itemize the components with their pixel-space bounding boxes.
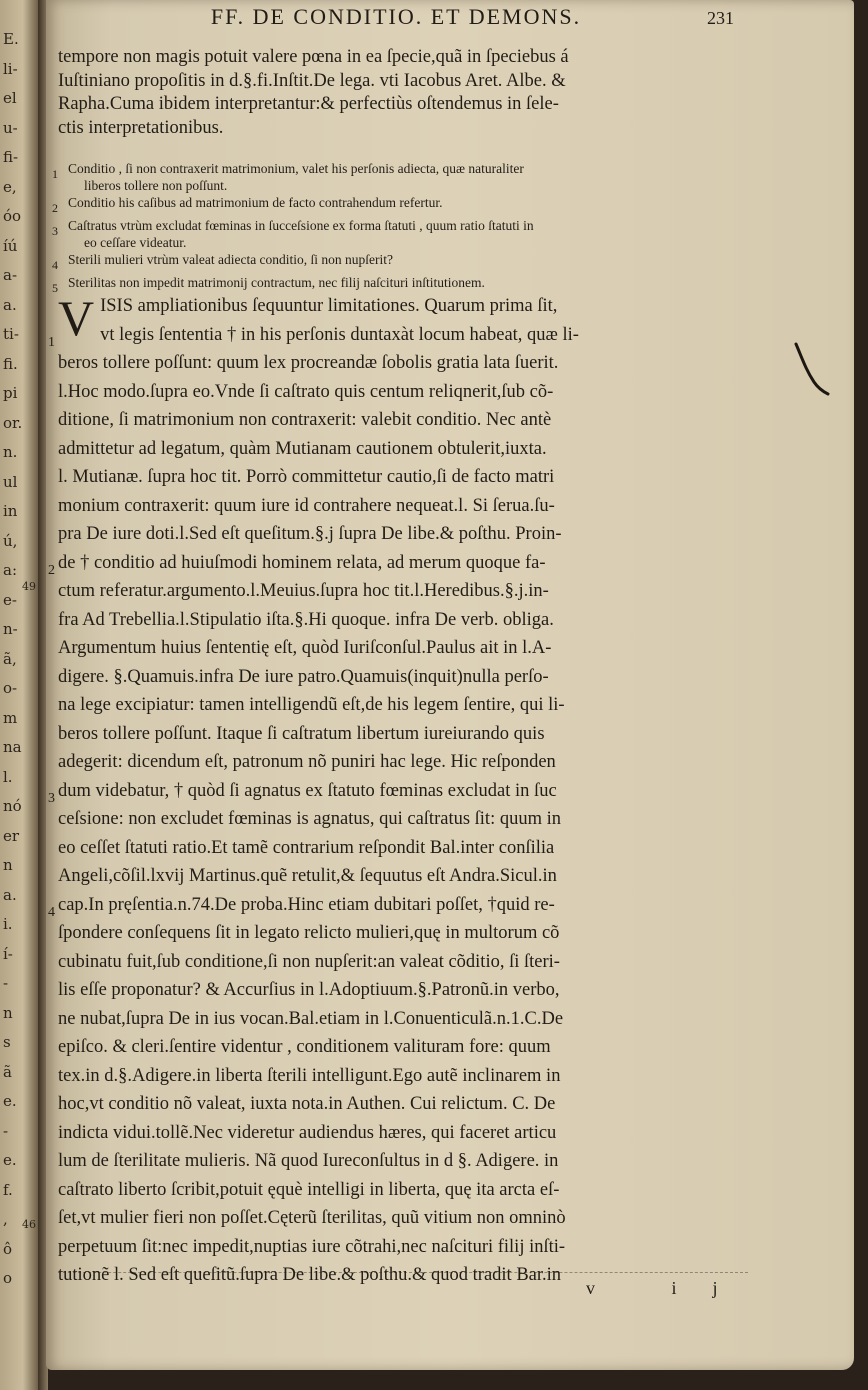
facing-page-fragment: e- bbox=[3, 590, 17, 609]
facing-page-fragment: ú, bbox=[3, 531, 18, 550]
facing-page-fragment: a: bbox=[3, 561, 17, 579]
text-line: digere. §.Quamuis.infra De iure patro.Quamuis(inquit)nulla perſo- bbox=[58, 666, 549, 687]
facing-page-fragment: pi bbox=[3, 384, 18, 402]
facing-page-fragment: er bbox=[3, 826, 20, 845]
summary-number: 4 bbox=[52, 258, 58, 272]
text-line: ctis interpretationibus. bbox=[58, 117, 224, 138]
facing-page-fragment: , bbox=[3, 1210, 8, 1228]
facing-page-fragment: n bbox=[3, 856, 13, 874]
facing-page-fragment: íú bbox=[3, 236, 18, 255]
footer-rule bbox=[58, 1272, 748, 1274]
text-line: admittetur ad legatum, quàm Mutianam cautionem obtulerit,iuxta. bbox=[58, 438, 547, 459]
facing-page-fragment: in bbox=[3, 502, 18, 520]
text-line: monium contraxerit: quum iure id contrahere nequeat.l. Si ſerua.ſu- bbox=[58, 495, 555, 516]
text-line: beros tollere poſſunt. Itaque ſi caſtratum libertum iureiurando quis bbox=[58, 723, 545, 744]
summary-number: 5 bbox=[52, 281, 58, 295]
facing-page-fragment: E. bbox=[3, 30, 19, 48]
text-line: ſet,vt mulier fieri non poſſet.Cęterũ ſterilitas, quũ vitium non omninò bbox=[58, 1208, 566, 1228]
text-line: cap.In pręſentia.n.74.De proba.Hinc etiam dubitari poſſet, †quid re- bbox=[58, 894, 555, 915]
facing-page-fragment: n bbox=[3, 1003, 13, 1022]
summary-list bbox=[52, 160, 752, 297]
text-line: l.Hoc modo.ſupra eo.Vnde ſi caſtrato quis centum reliqnerit,ſub cõ- bbox=[58, 381, 554, 402]
facing-page-fragment: a. bbox=[3, 885, 17, 904]
text-line: beros tollere poſſunt: quum lex procreandæ ſobolis gratia lata ſuerit. bbox=[58, 353, 559, 373]
summary-text: eo ceſſare videatur. bbox=[84, 235, 187, 250]
facing-page-fragment: - bbox=[3, 1121, 9, 1140]
text-line: tempore non magis potuit valere pœna in ea ſpecie,quã in ſpeciebus á bbox=[58, 47, 569, 67]
facing-page-fragment: óo bbox=[3, 207, 22, 225]
facing-page-fragment: fi- bbox=[3, 148, 19, 166]
text-line: adegerit: dicendum eſt, patronum nõ puniri hac lege. Hic reſponden bbox=[58, 752, 556, 772]
facing-page-fragment: ul bbox=[3, 472, 18, 491]
facing-page-fragment: na bbox=[3, 738, 22, 756]
book-page bbox=[46, 0, 854, 1370]
text-line: indicta vidui.tollẽ.Nec videretur audiendus hæres, qui faceret articu bbox=[58, 1122, 557, 1143]
signature-mark: v ij bbox=[586, 1278, 754, 1298]
facing-page-number: 49 bbox=[22, 580, 36, 593]
margin-note-number: 3 bbox=[48, 790, 55, 806]
text-line: l. Mutianæ. ſupra hoc tit. Porrò committetur cautio,ſi de facto matri bbox=[58, 467, 555, 487]
text-line: ditione, ſi matrimonium non contraxerit: valebit conditio. Nec antè bbox=[58, 410, 552, 430]
facing-page-fragment: ô bbox=[3, 1239, 13, 1258]
text-line: lum de ſterilitate mulieris. Nã quod Iureconſultus in d §. Adigere. in bbox=[58, 1151, 559, 1171]
facing-page-fragment: a. bbox=[3, 295, 17, 314]
text-line: lis eſſe proponatur? & Accurſius in l.Adoptiuum.§.Patronũ.in verbo, bbox=[58, 980, 560, 1000]
text-line: perpetuum ſit:nec impedit,nuptias iure cõtrahi,nec naſcituri filij inſti- bbox=[58, 1236, 566, 1257]
text-line: vt legis ſententia † in his perſonis duntaxàt locum habeat, quæ li- bbox=[100, 324, 579, 345]
facing-page-fragment: fi. bbox=[3, 354, 18, 373]
facing-page-fragment: o- bbox=[3, 679, 18, 697]
text-line: Rapha.Cuma ibidem interpretantur:& perfectiùs oſtendemus in ſele- bbox=[58, 94, 559, 114]
text-line: ISIS ampliationibus ſequuntur limitationes. Quarum prima ſit, bbox=[100, 296, 558, 316]
summary-item bbox=[52, 194, 752, 217]
summary-item bbox=[52, 217, 752, 251]
text-line: de † conditio ad huiuſmodi hominem relata, ad merum quoque fa- bbox=[58, 552, 546, 573]
text-line: pra De iure doti.l.Sed eſt queſitum.§.j ſupra De libe.& poſthu. Proin- bbox=[58, 524, 562, 544]
facing-page-fragment: u- bbox=[3, 118, 18, 137]
text-line: Argumentum huius ſententię eſt, quòd Iuriſconſul.Paulus ait in l.A- bbox=[58, 638, 552, 658]
summary-number: 3 bbox=[52, 224, 58, 238]
summary-number: 1 bbox=[52, 167, 58, 181]
running-head: FF. DE CONDITIO. ET DEMONS. bbox=[210, 4, 582, 29]
facing-page-fragment: e, bbox=[3, 177, 17, 196]
summary-text: Sterilitas non impedit matrimonij contractum, nec filij naſcituri inſtitutionem. bbox=[68, 275, 485, 290]
facing-page-fragment: ti- bbox=[3, 325, 19, 343]
facing-page-fragment: a- bbox=[3, 266, 18, 284]
facing-page-fragment: ã, bbox=[3, 649, 17, 668]
text-line: dum videbatur, † quòd ſi agnatus ex ſtatuto fœminas excludat in ſuc bbox=[58, 780, 557, 801]
summary-text: Sterili mulieri vtrùm valeat adiecta conditio, ſi non nupſerit? bbox=[68, 252, 394, 267]
text-line: ctum referatur.argumento.l.Meuius.ſupra hoc tit.l.Heredibus.§.j.in- bbox=[58, 581, 549, 601]
ink-stroke-mark bbox=[792, 340, 832, 400]
facing-page-fragment: l. bbox=[3, 767, 13, 786]
facing-page-edge bbox=[0, 0, 38, 1390]
facing-page-fragment: el bbox=[3, 89, 17, 107]
text-line: ne nubat,ſupra De in ius vocan.Bal.etiam in l.Conuenticulã.n.1.C.De bbox=[58, 1008, 564, 1029]
facing-page-fragment: í- bbox=[3, 944, 13, 963]
facing-page-fragment: s bbox=[3, 1033, 11, 1051]
facing-page-fragment: i. bbox=[3, 915, 13, 933]
text-line: ſpondere conſequens ſit in legato relicto mulieri,quę in multorum cõ bbox=[58, 923, 560, 943]
facing-page-fragment: n. bbox=[3, 443, 18, 461]
facing-page-fragment: ã bbox=[3, 1062, 12, 1081]
text-line: hoc,vt conditio nõ valeat, iuxta nota.in Authen. Cui relictum. C. De bbox=[58, 1094, 556, 1114]
summary-text: Conditio his caſibus ad matrimonium de facto contrahendum refertur. bbox=[68, 195, 443, 210]
summary-item bbox=[52, 160, 752, 194]
facing-page-fragment: e. bbox=[3, 1092, 17, 1110]
summary-text: Caſtratus vtrùm excludat fœminas in ſucceſsione ex forma ſtatuti , quum ratio ſtatuti in bbox=[68, 218, 534, 233]
summary-item bbox=[52, 251, 752, 274]
text-line: tutionẽ l. Sed eſt queſitũ.ſupra De libe.& poſthu.& quod tradit Bar.in bbox=[58, 1265, 562, 1285]
text-line: epiſco. & cleri.ſentire videntur , conditionem valituram fore: quum bbox=[58, 1037, 551, 1057]
drop-cap: V bbox=[58, 290, 95, 346]
margin-note-number: 4 bbox=[48, 904, 55, 920]
text-line: eo ceſſet ſtatuti ratio.Et tamẽ contrarium reſpondit Bal.inter conſilia bbox=[58, 837, 555, 858]
facing-page-fragment: e. bbox=[3, 1151, 17, 1169]
text-line: Iuſtiniano propoſitis in d.§.fi.Inſtit.De lega. vti Iacobus Aret. Albe. & bbox=[58, 70, 566, 91]
summary-text: Conditio , ſi non contraxerit matrimonium, valet his perſonis adiecta, quæ naturaliter bbox=[68, 161, 524, 176]
page-number: 231 bbox=[707, 8, 734, 28]
facing-page-fragment: or. bbox=[3, 413, 23, 432]
facing-page-fragment: nó bbox=[3, 797, 22, 815]
summary-number: 2 bbox=[52, 201, 58, 215]
main-text bbox=[48, 290, 748, 1290]
text-line: ceſsione: non excludet fœminas is agnatus, qui caſtratus ſit: quum in bbox=[58, 809, 561, 829]
text-line: caſtrato liberto ſcribit,potuit ęquè intelligi in liberta, quę ita arcta eſ- bbox=[58, 1179, 560, 1200]
text-line: tex.in d.§.Adigere.in liberta ſterili intelligunt.Ego autẽ inclinarem in bbox=[58, 1065, 561, 1086]
text-line: fra Ad Trebellia.l.Stipulatio iſta.§.Hi quoque. infra De verb. obliga. bbox=[58, 609, 554, 630]
facing-page-fragment: n- bbox=[3, 620, 18, 638]
facing-page-fragment: m bbox=[3, 708, 18, 727]
margin-note-number: 1 bbox=[48, 334, 55, 350]
text-line: na lege excipiatur: tamen intelligendũ eſt,de his legem ſentire, qui li- bbox=[58, 695, 565, 715]
facing-page-fragment: - bbox=[3, 974, 9, 992]
facing-page-fragment: li- bbox=[3, 59, 18, 78]
summary-text: liberos tollere non poſſunt. bbox=[84, 178, 228, 193]
facing-page-number: 46 bbox=[22, 1218, 36, 1231]
margin-note-number: 2 bbox=[48, 562, 55, 578]
facing-page-fragment: o bbox=[3, 1269, 13, 1287]
facing-page-fragment: f. bbox=[3, 1180, 13, 1199]
opening-paragraph bbox=[58, 46, 738, 140]
text-line: Angeli,cõſil.lxvij Martinus.quẽ retulit,& ſequutus eſt Andra.Sicul.in bbox=[58, 866, 557, 886]
text-line: cubinatu fuit,ſub conditione,ſi non nupſerit:an valeat cõditio, ſi ſteri- bbox=[58, 951, 560, 972]
